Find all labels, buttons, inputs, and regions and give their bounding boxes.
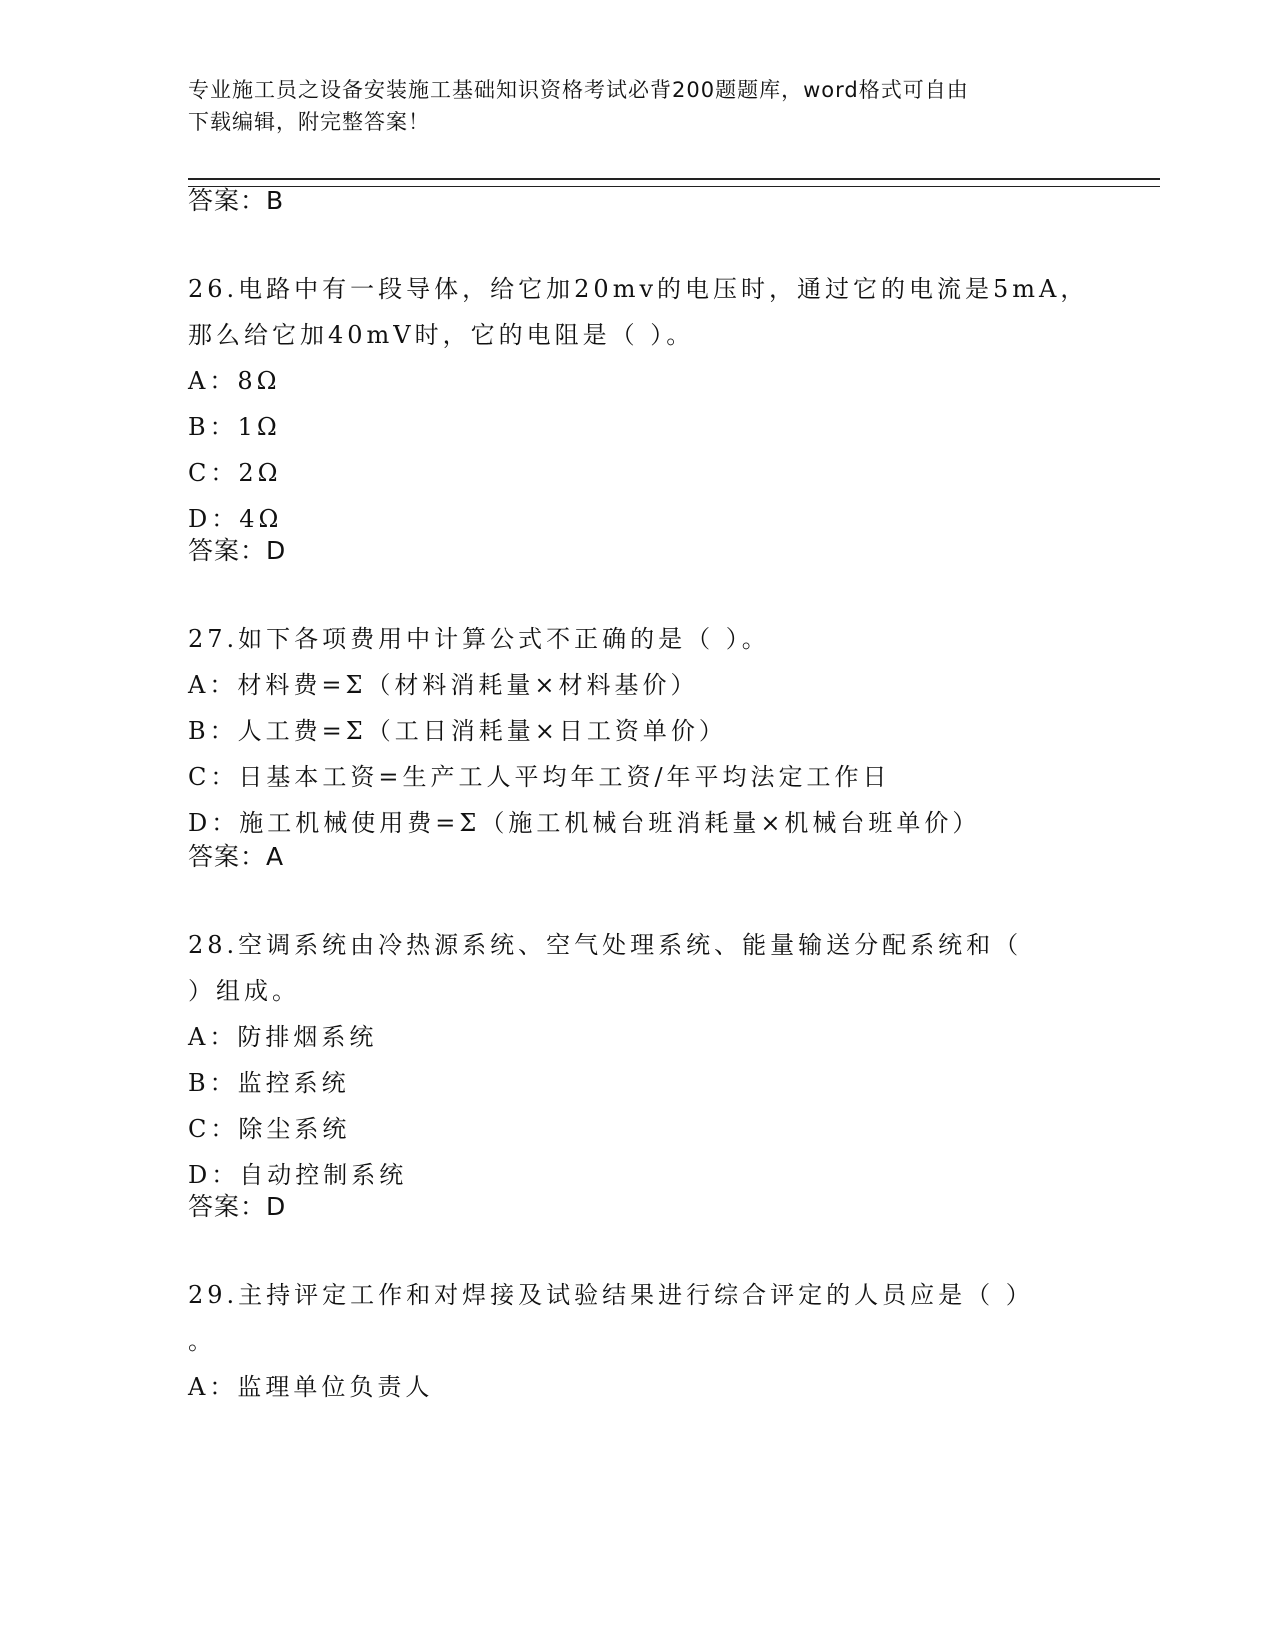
question-29-line-2: 。: [188, 1327, 216, 1355]
question-29: [188, 1272, 1128, 1410]
question-26-line-1: 26.电路中有一段导体，给它加20mv的电压时，通过它的电流是5mA，: [188, 275, 1089, 303]
question-28-line-1: 28.空调系统由冷热源系统、空气处理系统、能量输送分配系统和（: [188, 931, 1023, 959]
question-27-option-d: D：施工机械使用费=Σ（施工机械台班消耗量×机械台班单价）: [188, 809, 981, 837]
question-28-option-b: B：监控系统: [188, 1069, 350, 1097]
question-26-option-d: D：4Ω: [188, 505, 283, 533]
header-line-2: 下载编辑，附完整答案！: [188, 110, 430, 134]
question-26-line-2: 那么给它加40mV时，它的电阻是（ ）。: [188, 321, 695, 349]
question-27-option-b: B：人工费=Σ（工日消耗量×日工资单价）: [188, 717, 727, 745]
question-26-option-a: A：8Ω: [188, 367, 281, 395]
question-26-option-b: B：1Ω: [188, 413, 281, 441]
document-header: [188, 74, 1088, 138]
answer-28: 答案：D: [188, 1192, 287, 1221]
header-line-1: 专业施工员之设备安装施工基础知识资格考试必背200题题库，word格式可自由: [188, 78, 969, 102]
question-27-line-1: 27.如下各项费用中计算公式不正确的是（ ）。: [188, 625, 770, 653]
question-28-line-2: ）组成。: [188, 977, 300, 1005]
question-28-option-d: D：自动控制系统: [188, 1161, 408, 1189]
question-26-option-c: C：2Ω: [188, 459, 282, 487]
answer-27: 答案：A: [188, 842, 285, 871]
question-28: [188, 922, 1128, 1198]
question-26: [188, 266, 1128, 542]
question-29-line-1: 29.主持评定工作和对焊接及试验结果进行综合评定的人员应是（ ）: [188, 1281, 1034, 1309]
question-28-option-c: C：除尘系统: [188, 1115, 351, 1143]
question-28-option-a: A：防排烟系统: [188, 1023, 378, 1051]
question-27: [188, 616, 1128, 846]
question-29-option-a: A：监理单位负责人: [188, 1373, 434, 1401]
answer-26: 答案：D: [188, 536, 287, 565]
question-27-option-a: A：材料费=Σ（材料消耗量×材料基价）: [188, 671, 699, 699]
header-divider: [188, 178, 1160, 187]
question-27-option-c: C：日基本工资=生产工人平均年工资/年平均法定工作日: [188, 763, 891, 791]
answer-25: 答案：B: [188, 186, 285, 215]
